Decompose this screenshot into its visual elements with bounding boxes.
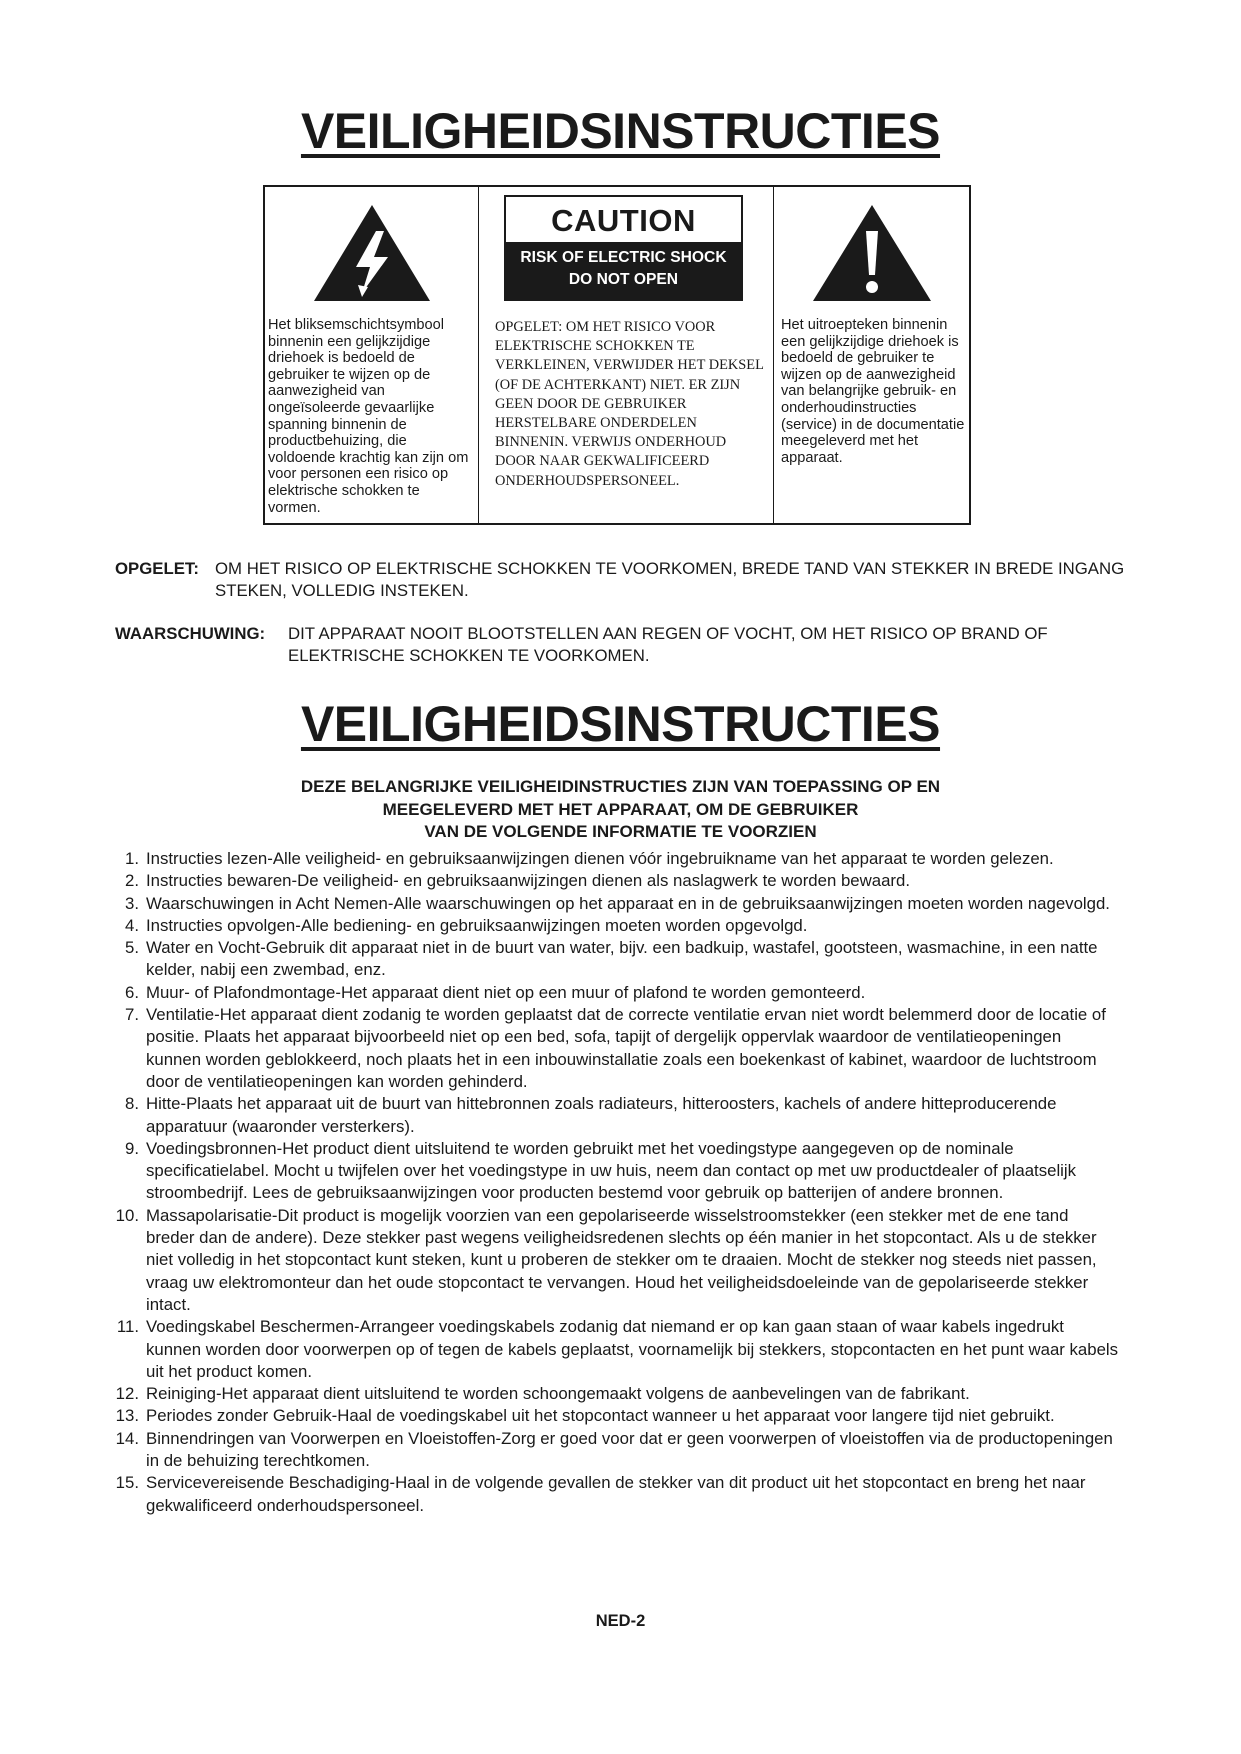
instruction-number: 4. [125,915,139,935]
instruction-number: 2. [125,871,139,891]
instruction-number: 14. [115,1428,139,1448]
instruction-item [115,870,1120,892]
instruction-text: Voedingsbronnen-Het product dient uitsluitend te worden gebruikt met het voedingstype aangegeven op de nominale specificatielabel. Mocht u twijfelen over het voedingstype in uw huis, neem dan contact op met uw productdealer of plaatselijk stroombedrijf. Lees de gebruiksaanwijzingen voor producten bestemd voor gebruik op batterijen of andere bronnen. [146,1138,1077,1203]
subtitle-line: DEZE BELANGRIJKE VEILIGHEIDINSTRUCTIES ZIJN VAN TOEPASSING OP EN [300,777,941,796]
caution-line-1: RISK OF ELECTRIC SHOCK [520,249,727,266]
instruction-text: Muur- of Plafondmontage-Het apparaat dient niet op een muur of plafond te worden gemonteerd. [146,982,866,1002]
instruction-text: Reiniging-Het apparaat dient uitsluitend te worden schoongemaakt volgens de aanbevelingen van de fabrikant. [146,1384,970,1404]
instruction-number: 6. [125,982,139,1002]
instruction-list [115,848,1120,1517]
notice-waarschuwing [115,623,1125,667]
instruction-item [115,1472,1120,1517]
instruction-text: Waarschuwingen in Acht Nemen-Alle waarschuwingen op het apparaat en in de gebruiksaanwijzingen moeten worden nagevolgd. [146,893,1110,913]
instruction-text: Binnendringen van Voorwerpen en Vloeistoffen-Zorg er goed voor dat er geen voorwerpen of vloeistoffen via de productopeningen in de behuizing terechtkomen. [146,1428,1113,1471]
caution-badge [504,195,743,301]
instruction-text: Instructies opvolgen-Alle bediening- en gebruiksaanwijzingen moeten worden opgevolgd. [146,915,808,935]
instruction-number: 7. [125,1005,139,1025]
notice-opgelet-label: OPGELET: [115,559,199,578]
notice-opgelet-text: OM HET RISICO OP ELEKTRISCHE SCHOKKEN TE VOORKOMEN, BREDE TAND VAN STEKKER IN BREDE INGANG STEKEN, VOLLEDIG INSTEKEN. [215,559,1125,600]
instruction-item [115,915,1120,937]
instruction-text: Instructies lezen-Alle veiligheid- en gebruiksaanwijzingen dienen vóór ingebruikname van het apparaat te worden gelezen. [146,849,1054,868]
instruction-text: Voedingskabel Beschermen-Arrangeer voedingskabels zodanig dat niemand er op kan gaan staan of waar kabels ingedrukt kunnen worden door voorwerpen op of tegen de kabels geplaatst, voornamelijk bij stekkers, stopcontacten en het punt waar kabels uit het product komen. [146,1317,1119,1381]
instruction-text: Ventilatie-Het apparaat dient zodanig te worden geplaatst dat de correcte ventilatie ervan niet wordt belemmerd door de locatie of positie. Plaats het apparaat bijvoorbeeld niet op een bed, sofa, tapijt of dergelijk oppervlak waardoor de ventilatieopeningen kunnen worden geblokkeerd, noch plaats het in een inbouwinstallatie zoals een boekenkast of kabinet, waardoor de luchtstroom door de ventilatieopeningen kan worden gehinderd. [146,1005,1106,1091]
warning-box [263,185,971,525]
instruction-number: 8. [125,1094,139,1114]
instruction-text: Periodes zonder Gebruik-Haal de voedingskabel uit het stopcontact wanneer u het apparaat voor langere tijd niet gebruikt. [146,1406,1055,1426]
caution-description: OPGELET: OM HET RISICO VOOR ELEKTRISCHE SCHOKKEN TE VERKLEINEN, VERWIJDER HET DEKSEL (OF DE ACHTERKANT) NIET. ER ZIJN GEEN DOOR DE GEBRUIKER HERSTELBARE ONDERDELEN BINNENIN. VERWIJS ONDERHOUD DOOR NAAR GEKWALIFICEERD ONDERHOUDSPERSONEEL. [495,319,764,489]
lightning-triangle-icon [310,201,434,305]
instruction-item [115,982,1120,1004]
instruction-item [115,1205,1120,1316]
subtitle-line: MEEGELEVERD MET HET APPARAAT, OM DE GEBRUIKER [382,799,859,819]
instruction-text: Water en Vocht-Gebruik dit apparaat niet in de buurt van water, bijv. een badkuip, wastafel, gootsteen, wasmachine, in een natte kelder, nabij een zwembad, enz. [146,938,1098,980]
instruction-text: Servicevereisende Beschadiging-Haal in de volgende gevallen de stekker van dit product uit het stopcontact en breng het naar gekwalificeerd onderhoudspersoneel. [146,1473,1086,1515]
notice-opgelet [115,558,1125,602]
instruction-number: 12. [115,1384,139,1404]
instruction-item [115,1004,1120,1093]
instruction-text: Instructies bewaren-De veiligheid- en gebruiksaanwijzingen dienen als naslagwerk te worden bewaard. [146,871,910,891]
page-number: NED-2 [595,1612,646,1630]
instruction-item [115,937,1120,982]
instruction-item [115,1138,1120,1205]
instruction-item [115,848,1120,870]
warning-panel-caution [479,187,774,523]
section-subtitle [0,776,1241,844]
notice-waarschuwing-label: WAARSCHUWING: [115,624,266,643]
instruction-number: 13. [115,1406,139,1426]
warning-panel-lightning [265,187,479,523]
instruction-item [115,1405,1120,1427]
lightning-description: Het bliksemschichtsymbool binnenin een gelijkzijdige driehoek is bedoeld de gebruiker te wijzen op de aanwezigheid van ongeïsoleerde gevaarlijke spanning binnenin de productbehuizing, die voldoende krachtig kan zijn om voor personen een risico op elektrische schokken te vormen. [268,317,469,516]
caution-title: CAUTION [551,203,696,238]
instruction-item [115,893,1120,915]
page-title-bottom: VEILIGHEIDSINSTRUCTIES [300,696,941,752]
instruction-text: Massapolarisatie-Dit product is mogelijk voorzien van een gepolariseerde wisselstroomstekker (een stekker met de ene tand breder dan de andere). Deze stekker past wegens veiligheidsredenen slechts op één manier in het stopcontact. Als u de stekker niet volledig in het stopcontact kunt steken, kunt u proberen de stekker om te draaien. Mocht de stekker nog steeds niet passen, vraag uw elektromonteur dan het oude stopcontact te vervangen. Houd het veiligheidsdoeleinde van de gepolariseerde stekker intact. [146,1205,1097,1314]
instruction-item [115,1428,1120,1473]
instruction-item [115,1316,1120,1383]
exclamation-description: Het uitroepteken binnenin een gelijkzijdige driehoek is bedoeld de gebruiker te wijzen op de aanwezigheid van belangrijke gebruik- en onderhoudinstructies (service) in de documentatie meegeleverd met het apparaat. [781,317,965,466]
instruction-text: Hitte-Plaats het apparaat uit de buurt van hittebronnen zoals radiateurs, hitteroosters, kachels of andere hitteproducerende apparatuur (waaronder versterkers). [146,1094,1057,1136]
exclamation-triangle-icon [809,201,935,305]
instruction-number: 11. [116,1317,139,1337]
caution-band [506,242,741,299]
caution-line-2: DO NOT OPEN [568,271,679,288]
page-title-top: VEILIGHEIDSINSTRUCTIES [300,103,941,159]
notice-waarschuwing-text: DIT APPARAAT NOOIT BLOOTSTELLEN AAN REGEN OF VOCHT, OM HET RISICO OP BRAND OF ELEKTRISCHE SCHOKKEN TE VOORKOMEN. [288,624,1048,665]
instruction-number: 5. [125,938,139,958]
instruction-number: 10. [115,1205,139,1225]
subtitle-line: VAN DE VOLGENDE INFORMATIE TE VOORZIEN [424,822,817,842]
instruction-item [115,1383,1120,1405]
instruction-item [115,1093,1120,1138]
instruction-number: 15. [115,1473,139,1493]
warning-panel-exclamation [774,187,969,523]
instruction-number: 9. [125,1138,139,1158]
instruction-number: 3. [125,893,139,913]
instruction-number: 1. [125,849,139,868]
